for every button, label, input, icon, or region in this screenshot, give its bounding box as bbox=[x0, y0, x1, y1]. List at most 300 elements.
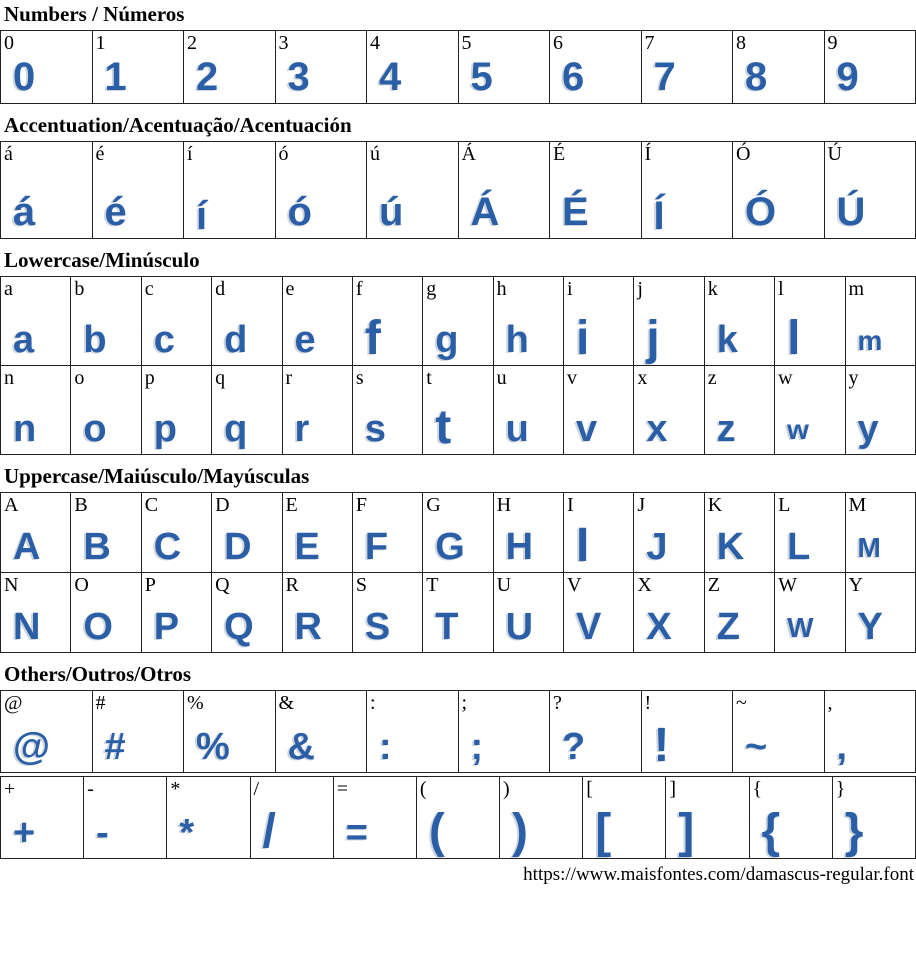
section-title: Numbers / Números bbox=[4, 2, 185, 26]
reference-glyph: c bbox=[144, 278, 154, 300]
sample-glyph: v bbox=[576, 408, 598, 450]
glyph-cell bbox=[352, 493, 422, 573]
sample-glyph: P bbox=[153, 606, 180, 648]
reference-glyph: l bbox=[778, 278, 784, 300]
section-numbers bbox=[0, 2, 916, 104]
glyph-cell bbox=[564, 573, 634, 653]
reference-glyph: 4 bbox=[370, 32, 380, 54]
reference-glyph: I bbox=[567, 494, 574, 516]
reference-glyph: 5 bbox=[461, 32, 472, 54]
sample-glyph: G bbox=[435, 526, 465, 568]
uppercase-glyph-table-row-1 bbox=[0, 492, 916, 573]
reference-glyph: v bbox=[567, 367, 577, 389]
lowercase-glyph-table-row-2 bbox=[0, 365, 916, 455]
glyph-cell bbox=[275, 31, 367, 104]
glyph-cell bbox=[167, 777, 250, 859]
glyph-cell bbox=[212, 493, 282, 573]
sample-glyph: % bbox=[196, 726, 230, 768]
sample-glyph: e bbox=[294, 319, 316, 361]
sample-glyph: ) bbox=[512, 805, 529, 858]
sample-glyph: Á bbox=[470, 190, 500, 234]
glyph-cell bbox=[641, 142, 733, 239]
sample-glyph: j bbox=[646, 312, 660, 365]
glyph-row bbox=[1, 573, 916, 653]
reference-glyph: ó bbox=[278, 143, 289, 165]
sample-glyph: ? bbox=[562, 726, 586, 768]
reference-glyph: 9 bbox=[827, 32, 838, 54]
glyph-cell bbox=[250, 777, 333, 859]
reference-glyph: * bbox=[170, 778, 181, 800]
glyph-cell bbox=[416, 777, 499, 859]
glyph-cell bbox=[493, 493, 563, 573]
sample-glyph: ] bbox=[678, 805, 695, 858]
sample-glyph: F bbox=[364, 526, 389, 568]
numbers-glyph-table-row-1 bbox=[0, 30, 916, 104]
glyph-cell bbox=[634, 366, 704, 455]
reference-glyph: w bbox=[778, 367, 793, 389]
reference-glyph: e bbox=[285, 278, 295, 300]
sample-glyph: ! bbox=[653, 719, 670, 772]
glyph-cell bbox=[666, 777, 749, 859]
sample-glyph: Y bbox=[857, 606, 883, 648]
glyph-cell bbox=[500, 777, 583, 859]
sample-glyph: Ó bbox=[745, 190, 777, 234]
sample-glyph: S bbox=[364, 606, 391, 648]
glyph-row bbox=[1, 366, 916, 455]
glyph-cell bbox=[141, 493, 211, 573]
glyph-cell bbox=[423, 366, 493, 455]
reference-glyph: 7 bbox=[644, 32, 655, 54]
glyph-cell bbox=[550, 142, 642, 239]
glyph-cell bbox=[282, 573, 352, 653]
reference-glyph: O bbox=[74, 574, 89, 596]
lowercase-glyph-table-row-1 bbox=[0, 276, 916, 366]
sample-glyph: u bbox=[505, 408, 529, 450]
section-title: Lowercase/Minúsculo bbox=[4, 248, 200, 272]
reference-glyph: Q bbox=[215, 574, 230, 596]
reference-glyph: m bbox=[848, 278, 865, 300]
glyph-cell bbox=[749, 777, 832, 859]
glyph-cell bbox=[564, 493, 634, 573]
sample-glyph: m bbox=[857, 325, 883, 356]
sample-glyph: á bbox=[13, 190, 36, 234]
glyph-cell bbox=[1, 277, 71, 366]
sample-glyph: 2 bbox=[196, 55, 219, 99]
sample-glyph: ~ bbox=[745, 726, 768, 768]
reference-glyph: d bbox=[215, 278, 226, 300]
glyph-cell bbox=[367, 691, 459, 773]
reference-glyph: % bbox=[187, 692, 204, 714]
glyph-cell bbox=[634, 493, 704, 573]
sample-glyph: / bbox=[262, 805, 276, 858]
reference-glyph: : bbox=[370, 692, 376, 714]
others-glyph-table-row-2 bbox=[0, 776, 916, 859]
reference-glyph: X bbox=[637, 574, 652, 596]
reference-glyph: = bbox=[336, 778, 348, 800]
reference-glyph: k bbox=[707, 278, 718, 300]
glyph-cell bbox=[212, 573, 282, 653]
glyph-cell bbox=[550, 691, 642, 773]
reference-glyph: p bbox=[144, 367, 155, 389]
sample-glyph: Q bbox=[224, 606, 254, 648]
sample-glyph: r bbox=[294, 408, 310, 450]
reference-glyph: F bbox=[355, 494, 367, 516]
glyph-row bbox=[1, 277, 916, 366]
sample-glyph: 0 bbox=[13, 55, 36, 99]
reference-glyph: R bbox=[285, 574, 299, 596]
sample-glyph: T bbox=[435, 606, 459, 648]
reference-glyph: } bbox=[835, 778, 846, 800]
glyph-tables bbox=[0, 276, 916, 455]
sample-glyph: K bbox=[716, 526, 745, 568]
section-others bbox=[0, 662, 916, 859]
section-title: Uppercase/Maiúsculo/Mayúsculas bbox=[4, 464, 310, 488]
sample-glyph: o bbox=[83, 408, 107, 450]
glyph-cell bbox=[1, 777, 84, 859]
sample-glyph: # bbox=[104, 726, 126, 768]
sample-glyph: J bbox=[646, 526, 668, 568]
glyph-cell bbox=[564, 366, 634, 455]
section-title: Others/Outros/Otros bbox=[4, 662, 192, 686]
sample-glyph: 3 bbox=[287, 55, 310, 99]
glyph-cell bbox=[282, 277, 352, 366]
glyph-cell bbox=[71, 493, 141, 573]
reference-glyph: ú bbox=[370, 143, 380, 165]
glyph-cell bbox=[493, 573, 563, 653]
reference-glyph: & bbox=[278, 692, 295, 714]
reference-glyph: { bbox=[752, 778, 763, 800]
sample-glyph: L bbox=[787, 526, 811, 568]
reference-glyph: j bbox=[637, 278, 643, 300]
sample-glyph: & bbox=[287, 726, 315, 768]
reference-glyph: 6 bbox=[553, 32, 563, 54]
sample-glyph: 1 bbox=[104, 55, 127, 99]
sample-glyph: 5 bbox=[470, 55, 493, 99]
sample-glyph: ú bbox=[379, 190, 404, 234]
glyph-cell bbox=[775, 573, 845, 653]
glyph-cell bbox=[71, 366, 141, 455]
sample-glyph: X bbox=[646, 606, 672, 648]
sample-glyph: , bbox=[836, 726, 848, 768]
sample-glyph: x bbox=[646, 408, 668, 450]
sample-glyph: : bbox=[379, 726, 392, 768]
reference-glyph: á bbox=[4, 143, 13, 165]
sample-glyph: 7 bbox=[653, 55, 676, 99]
sample-glyph: 6 bbox=[562, 55, 585, 99]
glyph-cell bbox=[352, 573, 422, 653]
glyph-cell bbox=[1, 691, 93, 773]
glyph-cell bbox=[184, 31, 276, 104]
glyph-row bbox=[1, 493, 916, 573]
reference-glyph: ; bbox=[461, 692, 468, 714]
glyph-cell bbox=[845, 493, 916, 573]
sample-glyph: w bbox=[787, 414, 809, 445]
reference-glyph: # bbox=[95, 692, 106, 714]
glyph-cell bbox=[212, 366, 282, 455]
sample-glyph: n bbox=[13, 408, 37, 450]
sample-glyph: Í bbox=[653, 194, 665, 238]
sample-glyph: c bbox=[153, 319, 175, 361]
reference-glyph: y bbox=[848, 367, 859, 389]
glyph-cell bbox=[282, 366, 352, 455]
glyph-cell bbox=[458, 691, 550, 773]
reference-glyph: n bbox=[4, 367, 14, 389]
glyph-cell bbox=[71, 573, 141, 653]
glyph-cell bbox=[1, 142, 93, 239]
sample-glyph: ; bbox=[470, 726, 484, 768]
reference-glyph: h bbox=[496, 278, 507, 300]
glyph-cell bbox=[141, 366, 211, 455]
sample-glyph: @ bbox=[13, 726, 51, 768]
glyph-cell bbox=[824, 691, 916, 773]
glyph-cell bbox=[352, 366, 422, 455]
sample-glyph: a bbox=[13, 319, 35, 361]
sample-glyph: l bbox=[787, 312, 801, 365]
sample-glyph: * bbox=[179, 812, 195, 854]
reference-glyph: z bbox=[707, 367, 717, 389]
reference-glyph: f bbox=[355, 278, 363, 300]
glyph-row bbox=[1, 691, 916, 773]
glyph-cell bbox=[84, 777, 167, 859]
glyph-cell bbox=[564, 277, 634, 366]
sample-glyph: 4 bbox=[379, 55, 402, 99]
reference-glyph: T bbox=[426, 574, 439, 596]
glyph-cell bbox=[92, 691, 184, 773]
glyph-cell bbox=[493, 366, 563, 455]
reference-glyph: D bbox=[215, 494, 230, 516]
reference-glyph: V bbox=[567, 574, 582, 596]
glyph-cell bbox=[92, 31, 184, 104]
glyph-cell bbox=[550, 31, 642, 104]
footer-url: https://www.maisfontes.com/damascus-regular.font bbox=[523, 864, 914, 885]
sample-glyph: h bbox=[505, 319, 529, 361]
sample-glyph: g bbox=[435, 319, 459, 361]
reference-glyph: C bbox=[144, 494, 159, 516]
glyph-cell bbox=[1, 31, 93, 104]
glyph-cell bbox=[92, 142, 184, 239]
sample-glyph: b bbox=[83, 319, 107, 361]
section-uppercase bbox=[0, 464, 916, 653]
glyph-cell bbox=[824, 142, 916, 239]
glyph-cell bbox=[141, 573, 211, 653]
sample-glyph: E bbox=[294, 526, 320, 568]
glyph-cell bbox=[1, 493, 71, 573]
sample-glyph: t bbox=[435, 401, 452, 454]
glyph-cell bbox=[733, 142, 825, 239]
reference-glyph: 2 bbox=[187, 32, 197, 54]
glyph-row bbox=[1, 31, 916, 104]
reference-glyph: ( bbox=[419, 778, 427, 800]
glyph-row bbox=[1, 142, 916, 239]
sample-glyph: [ bbox=[595, 805, 612, 858]
reference-glyph: - bbox=[87, 778, 94, 800]
sample-glyph: k bbox=[716, 319, 738, 361]
glyph-cell bbox=[824, 31, 916, 104]
glyph-cell bbox=[423, 493, 493, 573]
glyph-cell bbox=[733, 691, 825, 773]
glyph-tables bbox=[0, 141, 916, 239]
glyph-cell bbox=[634, 573, 704, 653]
reference-glyph: , bbox=[827, 692, 833, 714]
section-lowercase bbox=[0, 248, 916, 455]
reference-glyph: ~ bbox=[736, 692, 747, 714]
reference-glyph: N bbox=[4, 574, 19, 596]
glyph-cell bbox=[423, 573, 493, 653]
section-accentuation bbox=[0, 113, 916, 239]
glyph-cell bbox=[71, 277, 141, 366]
glyph-cell bbox=[212, 277, 282, 366]
glyph-tables bbox=[0, 492, 916, 653]
sample-glyph: { bbox=[761, 805, 781, 858]
sample-glyph: R bbox=[294, 606, 322, 648]
sample-glyph: } bbox=[844, 805, 864, 858]
sample-glyph: O bbox=[83, 606, 113, 648]
glyph-cell bbox=[775, 493, 845, 573]
reference-glyph: t bbox=[426, 367, 432, 389]
reference-glyph: q bbox=[215, 367, 226, 389]
glyph-cell bbox=[641, 691, 733, 773]
accentuation-glyph-table-row-1 bbox=[0, 141, 916, 239]
reference-glyph: i bbox=[567, 278, 573, 300]
reference-glyph: U bbox=[496, 574, 512, 596]
sample-glyph: i bbox=[576, 312, 590, 365]
glyph-cell bbox=[704, 366, 774, 455]
reference-glyph: r bbox=[285, 367, 293, 389]
glyph-cell bbox=[1, 366, 71, 455]
glyph-cell bbox=[282, 493, 352, 573]
reference-glyph: [ bbox=[586, 778, 593, 800]
glyph-cell bbox=[1, 573, 71, 653]
glyph-cell bbox=[704, 277, 774, 366]
reference-glyph: 3 bbox=[278, 32, 289, 54]
reference-glyph: 0 bbox=[4, 32, 14, 54]
sample-glyph: Ú bbox=[836, 190, 866, 234]
glyph-cell bbox=[733, 31, 825, 104]
sample-glyph: y bbox=[857, 408, 879, 450]
sample-glyph: f bbox=[364, 312, 381, 365]
reference-glyph: ? bbox=[553, 692, 562, 714]
reference-glyph: Y bbox=[848, 574, 863, 596]
glyph-cell bbox=[845, 366, 916, 455]
sample-glyph: - bbox=[96, 812, 109, 854]
reference-glyph: ] bbox=[669, 778, 677, 800]
reference-glyph: b bbox=[74, 278, 85, 300]
glyph-row bbox=[1, 777, 916, 859]
glyph-cell bbox=[641, 31, 733, 104]
glyph-cell bbox=[367, 31, 459, 104]
reference-glyph: A bbox=[4, 494, 19, 516]
glyph-tables bbox=[0, 30, 916, 104]
sample-glyph: C bbox=[153, 526, 182, 568]
glyph-cell bbox=[352, 277, 422, 366]
glyph-cell bbox=[845, 277, 916, 366]
reference-glyph: í bbox=[187, 143, 193, 165]
sample-glyph: q bbox=[224, 408, 248, 450]
section-title: Accentuation/Acentuação/Acentuación bbox=[4, 113, 352, 137]
glyph-cell bbox=[423, 277, 493, 366]
sample-glyph: H bbox=[505, 526, 534, 568]
glyph-cell bbox=[184, 142, 276, 239]
sample-glyph: d bbox=[224, 319, 248, 361]
reference-glyph: / bbox=[253, 778, 260, 800]
reference-glyph: Ú bbox=[827, 143, 842, 165]
reference-glyph: + bbox=[4, 778, 16, 800]
reference-glyph: @ bbox=[4, 692, 23, 714]
reference-glyph: s bbox=[355, 367, 364, 389]
reference-glyph: P bbox=[144, 574, 156, 596]
sample-glyph: N bbox=[13, 606, 41, 648]
glyph-cell bbox=[458, 142, 550, 239]
sample-glyph: ( bbox=[428, 805, 445, 858]
sample-glyph: í bbox=[196, 194, 208, 238]
sample-glyph: z bbox=[716, 408, 736, 450]
glyph-cell bbox=[493, 277, 563, 366]
sample-glyph: é bbox=[104, 190, 127, 234]
reference-glyph: Á bbox=[461, 143, 476, 165]
glyph-cell bbox=[275, 142, 367, 239]
sample-glyph: + bbox=[13, 812, 36, 854]
reference-glyph: ) bbox=[503, 778, 510, 800]
sample-glyph: D bbox=[224, 526, 252, 568]
reference-glyph: é bbox=[95, 143, 105, 165]
sample-glyph: U bbox=[505, 606, 534, 648]
glyph-cell bbox=[458, 31, 550, 104]
reference-glyph: K bbox=[707, 494, 723, 516]
sample-glyph: p bbox=[153, 408, 177, 450]
glyph-cell bbox=[832, 777, 915, 859]
reference-glyph: a bbox=[4, 278, 13, 300]
glyph-tables bbox=[0, 690, 916, 859]
glyph-cell bbox=[704, 493, 774, 573]
sample-glyph: B bbox=[83, 526, 111, 568]
reference-glyph: G bbox=[426, 494, 441, 516]
reference-glyph: H bbox=[496, 494, 512, 516]
sample-glyph: I bbox=[576, 519, 590, 572]
reference-glyph: J bbox=[637, 494, 646, 516]
sample-glyph: 8 bbox=[745, 55, 768, 99]
reference-glyph: o bbox=[74, 367, 85, 389]
glyph-cell bbox=[333, 777, 416, 859]
reference-glyph: Ó bbox=[736, 143, 751, 165]
reference-glyph: L bbox=[778, 494, 791, 516]
others-glyph-table-row-1 bbox=[0, 690, 916, 773]
reference-glyph: 8 bbox=[736, 32, 746, 54]
sample-glyph: A bbox=[13, 526, 41, 568]
reference-glyph: E bbox=[285, 494, 298, 516]
sample-glyph: = bbox=[345, 812, 368, 854]
reference-glyph: W bbox=[778, 574, 798, 596]
reference-glyph: S bbox=[355, 574, 367, 596]
sample-glyph: ó bbox=[287, 190, 312, 234]
sample-glyph: É bbox=[562, 190, 589, 234]
glyph-cell bbox=[583, 777, 666, 859]
glyph-cell bbox=[775, 277, 845, 366]
sample-glyph: s bbox=[364, 408, 387, 450]
reference-glyph: g bbox=[426, 278, 437, 300]
reference-glyph: ! bbox=[644, 692, 652, 714]
glyph-cell bbox=[184, 691, 276, 773]
sample-glyph: 9 bbox=[836, 55, 859, 99]
sample-glyph: M bbox=[857, 532, 881, 563]
glyph-cell bbox=[775, 366, 845, 455]
sample-glyph: W bbox=[787, 612, 814, 643]
reference-glyph: M bbox=[848, 494, 867, 516]
glyph-cell bbox=[845, 573, 916, 653]
reference-glyph: u bbox=[496, 367, 507, 389]
glyph-cell bbox=[275, 691, 367, 773]
uppercase-glyph-table-row-2 bbox=[0, 572, 916, 653]
sample-glyph: V bbox=[576, 606, 602, 648]
